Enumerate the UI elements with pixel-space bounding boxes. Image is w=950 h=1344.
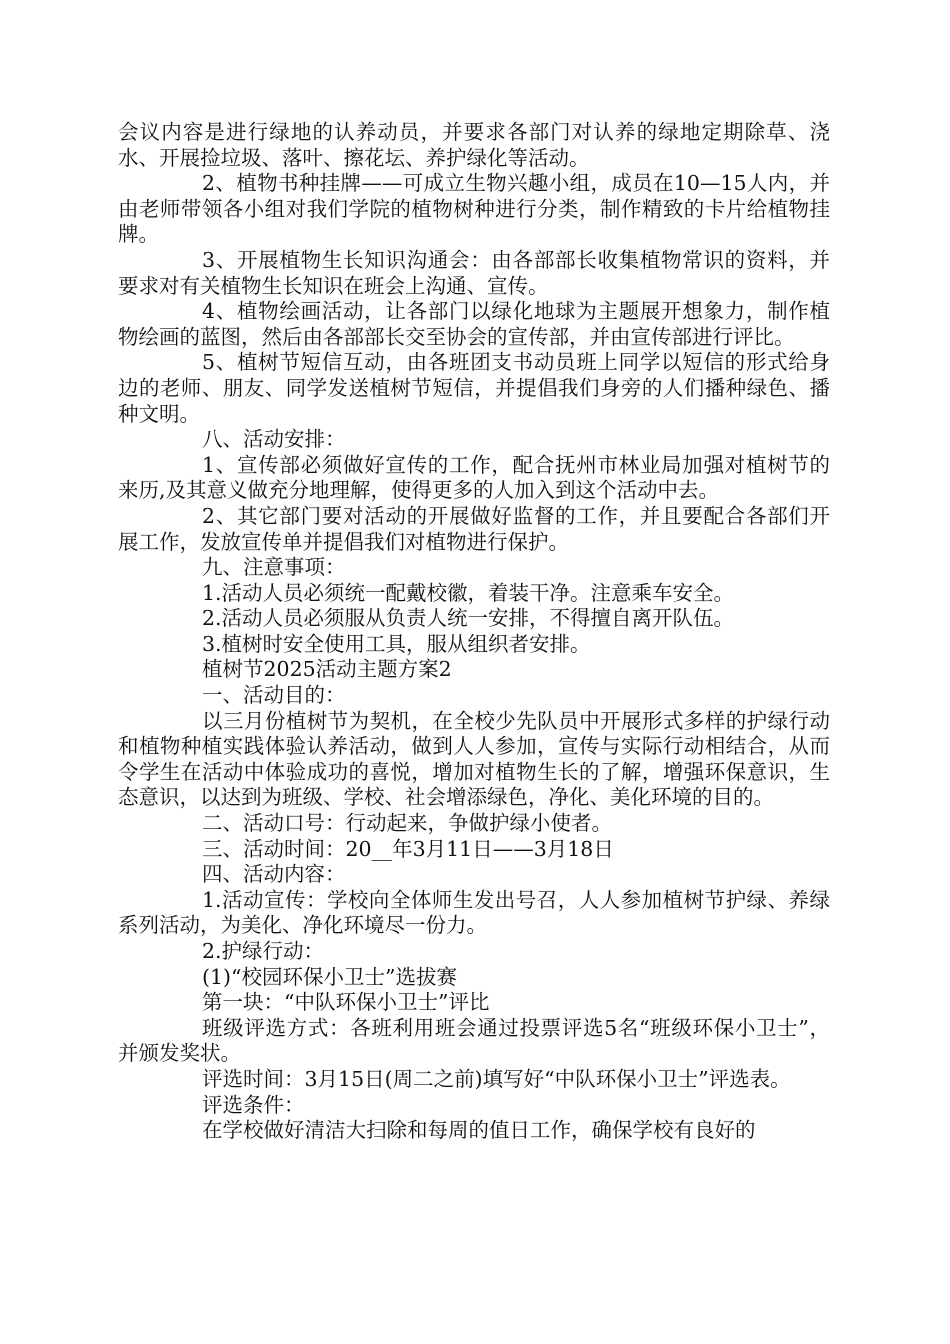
list-item: 2.活动人员必须服从负责人统一安排，不得擅自离开队伍。: [202, 606, 735, 631]
subheading: (1)“校园环保小卫士”选拔赛: [202, 964, 457, 989]
paragraph: 二、活动口号：行动起来，争做护绿小使者。: [202, 811, 612, 836]
section-heading: 一、活动目的：: [202, 683, 346, 708]
paragraph: 2、植物书种挂牌——可成立生物兴趣小组，成员在10—15人内，并由老师带领各小组对我们学院的植物树种进行分类，制作精致的卡片给植物挂牌。: [118, 171, 830, 247]
subheading: 2.护绿行动：: [202, 939, 325, 963]
plan-title: 植树节2025活动主题方案2: [202, 657, 452, 682]
paragraph: 1、宣传部必须做好宣传的工作，配合抚州市林业局加强对植树节的来历,及其意义做充分地理解，使得更多的人加入到这个活动中去。: [118, 452, 830, 503]
subheading: 第一块：“中队环保小卫士”评比: [202, 990, 490, 1015]
paragraph: 5、植树节短信互动，由各班团支书动员班上同学以短信的形式给身边的老师、朋友、同学发送植树节短信，并提倡我们身旁的人们播种绿色、播种文明。: [118, 350, 830, 426]
list-item: 1.活动人员必须统一配戴校徽，着装干净。注意乘车安全。: [202, 580, 735, 605]
paragraph: 评选时间：3月15日(周二之前)填写好“中队环保小卫士”评选表。: [202, 1066, 791, 1091]
document-body: [118, 120, 830, 1144]
paragraph: 在学校做好清洁大扫除和每周的值日工作，确保学校有良好的: [202, 1118, 756, 1143]
section-heading: 四、活动内容：: [202, 862, 346, 887]
paragraph: 三、活动时间：20__年3月11日——3月18日: [202, 836, 614, 861]
paragraph: 1.活动宣传：学校向全体师生发出号召，人人参加植树节护绿、养绿系列活动，为美化、净化环境尽一份力。: [118, 887, 830, 938]
paragraph: 班级评选方式：各班利用班会通过投票评选5名“班级环保小卫士”，并颁发奖状。: [118, 1015, 830, 1066]
paragraph: 会议内容是进行绿地的认养动员，并要求各部门对认养的绿地定期除草、浇水、开展捡垃圾、落叶、擦花坛、养护绿化等活动。: [118, 120, 830, 170]
paragraph: 3、开展植物生长知识沟通会：由各部部长收集植物常识的资料，并要求对有关植物生长知识在班会上沟通、宣传。: [118, 247, 830, 298]
paragraph: 以三月份植树节为契机，在全校少先队员中开展形式多样的护绿行动和植物种植实践体验认养活动，做到人人参加，宣传与实际行动相结合，从而令学生在活动中体验成功的喜悦，增加对植物生长的了解，增强环保意识，生态意识，以达到为班级、学校、社会增添绿色，净化、美化环境的目的。: [118, 708, 830, 810]
paragraph: 评选条件：: [202, 1092, 305, 1117]
section-heading: 九、注意事项：: [202, 555, 346, 580]
paragraph: 2、其它部门要对活动的开展做好监督的工作，并且要配合各部们开展工作，发放宣传单并提倡我们对植物进行保护。: [118, 503, 830, 554]
paragraph: 4、植物绘画活动，让各部门以绿化地球为主题展开想象力，制作植物绘画的蓝图，然后由各部部长交至协会的宣传部，并由宣传部进行评比。: [118, 299, 830, 349]
section-heading: 八、活动安排：: [202, 427, 346, 452]
list-item: 3.植树时安全使用工具，服从组织者安排。: [202, 631, 591, 656]
